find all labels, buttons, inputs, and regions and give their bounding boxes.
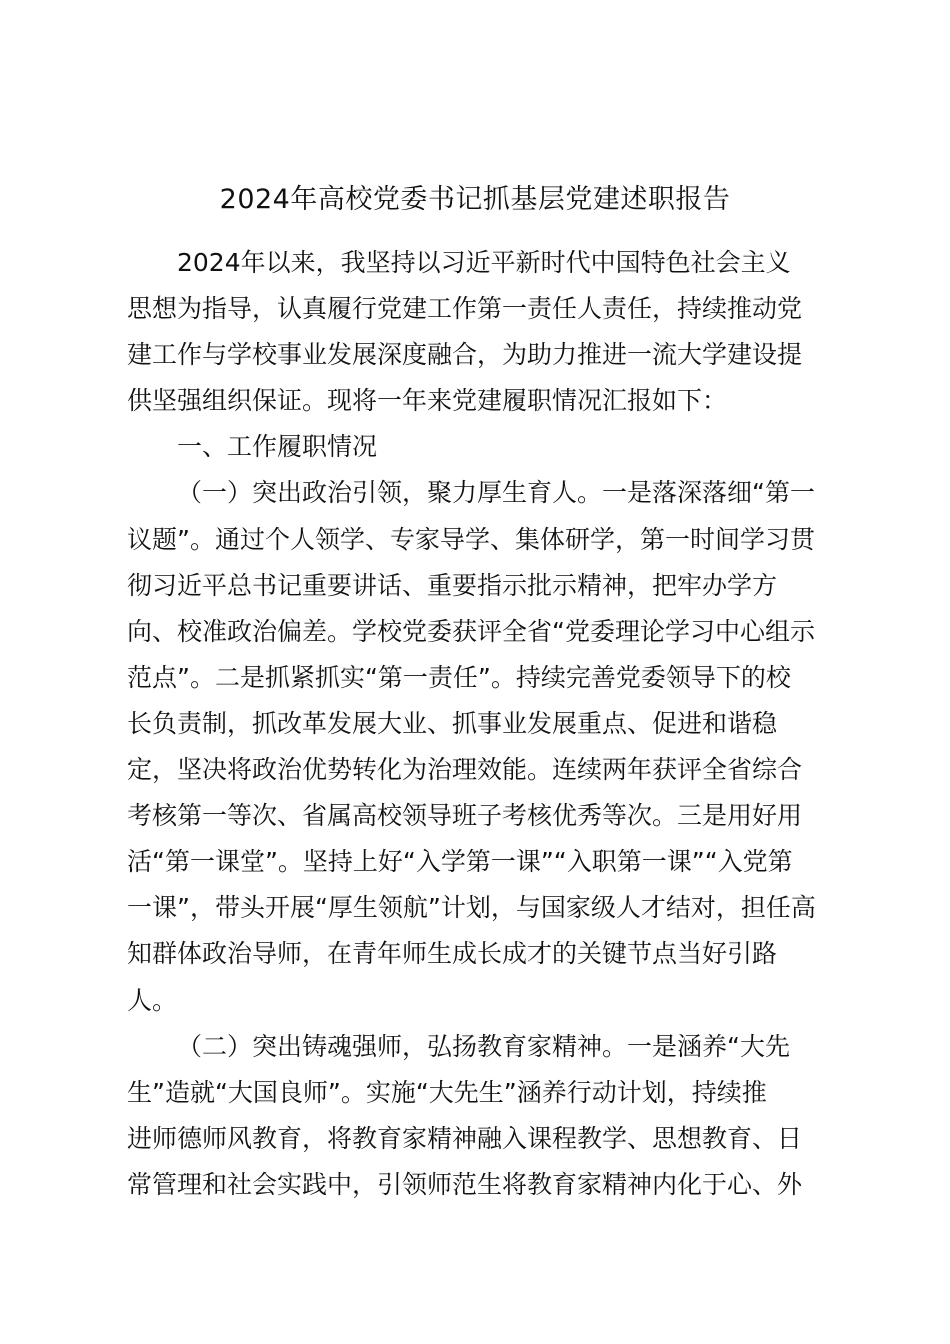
paragraph-line: 彻习近平总书记重要讲话、重要指示批示精神，把牢办学方	[127, 570, 778, 600]
paragraph-line: 考核第一等次、省属高校领导班子考核优秀等次。三是用好用	[127, 801, 803, 831]
paragraph-line: 2024年以来，我坚持以习近平新时代中国特色社会主义	[177, 248, 791, 277]
paragraph-line: 向、校准政治偏差。学校党委获评全省“党委理论学习中心组示	[127, 616, 815, 646]
paragraph-line: 议题”。通过个人领学、专家导学、集体研学，第一时间学习贯	[127, 524, 815, 554]
paragraph-line: 建工作与学校事业发展深度融合，为助力推进一流大学建设提	[127, 340, 803, 370]
paragraph-line: （一）突出政治引领，聚力厚生育人。一是落深落细“第一	[177, 478, 815, 508]
paragraph-line: 长负责制，抓改革发展大业、抓事业发展重点、促进和谐稳	[127, 708, 778, 738]
paragraph-line: 定，坚决将政治优势转化为治理效能。连续两年获评全省综合	[127, 755, 803, 785]
paragraph-line: 常管理和社会实践中，引领师范生将教育家精神内化于心、外	[127, 1169, 803, 1199]
paragraph-line: 供坚强组织保证。现将一年来党建履职情况汇报如下：	[127, 386, 728, 416]
document-body	[127, 240, 847, 1208]
paragraph-line: 人。	[127, 985, 178, 1015]
paragraph-line: 活“第一课堂”。坚持上好“入学第一课”“入职第一课”“入党第	[127, 847, 793, 877]
document-title: 2024年高校党委书记抓基层党建述职报告	[219, 184, 731, 215]
paragraph-line: 范点”。二是抓紧抓实“第一责任”。持续完善党委领导下的校	[127, 662, 791, 692]
paragraph-line: 思想为指导，认真履行党建工作第一责任人责任，持续推动党	[127, 294, 803, 324]
paragraph-line: 生”造就“大国良师”。实施“大先生”涵养行动计划，持续推	[127, 1077, 767, 1107]
paragraph-line: 进师德师风教育，将教育家精神融入课程教学、思想教育、日	[127, 1123, 803, 1153]
paragraph-line: （二）突出铸魂强师，弘扬教育家精神。一是涵养“大先	[177, 1031, 790, 1061]
paragraph-line: 一课”，带头开展“厚生领航”计划，与国家级人才结对，担任高	[127, 893, 816, 923]
paragraph-line: 知群体政治导师，在青年师生成长成才的关键节点当好引路	[127, 939, 778, 969]
section-heading: 一、工作履职情况	[177, 432, 378, 462]
